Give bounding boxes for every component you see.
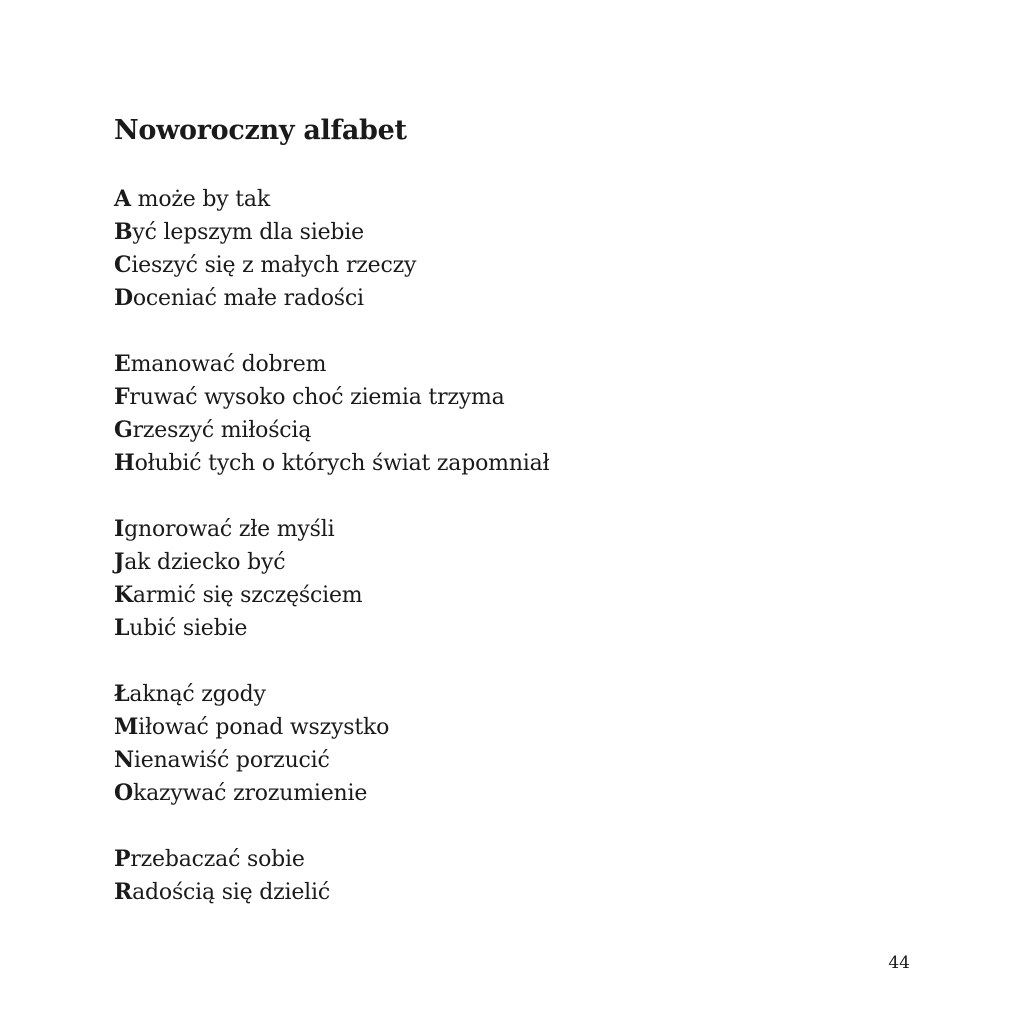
- poem-line: [114, 744, 549, 777]
- poem-line: [114, 348, 549, 381]
- stanza: [114, 678, 549, 810]
- poem-line: [114, 414, 549, 447]
- line-text: ołubić tych o których świat zapomniał: [134, 451, 550, 476]
- line-text: ienawiść porzucić: [133, 748, 330, 773]
- line-initial-letter: M: [114, 714, 139, 740]
- poem-line: [114, 678, 549, 711]
- line-initial-letter: P: [114, 846, 131, 872]
- line-initial-letter: R: [114, 879, 133, 905]
- line-text: oceniać małe radości: [132, 286, 364, 311]
- poem-line: [114, 843, 549, 876]
- line-text: rzeszyć miłością: [132, 418, 312, 443]
- line-text: ruwać wysoko choć ziemia trzyma: [129, 385, 505, 410]
- line-initial-letter: I: [114, 516, 125, 542]
- line-initial-letter: K: [114, 582, 133, 608]
- poem-line: [114, 777, 549, 810]
- line-initial-letter: Ł: [114, 681, 130, 707]
- line-initial-letter: L: [114, 615, 130, 641]
- stanza: [114, 843, 549, 909]
- poem-line: [114, 282, 549, 315]
- line-initial-letter: F: [114, 384, 130, 410]
- line-text: yć lepszym dla siebie: [132, 220, 364, 245]
- line-initial-letter: A: [114, 186, 131, 212]
- stanza: [114, 513, 549, 645]
- line-text: aknąć zgody: [129, 682, 266, 707]
- line-text: armić się szczęściem: [132, 583, 363, 608]
- stanza: [114, 348, 549, 480]
- line-text: ak dziecko być: [124, 550, 286, 575]
- poem-line: [114, 183, 549, 216]
- line-initial-letter: J: [114, 549, 125, 575]
- line-text: ubić siebie: [129, 616, 248, 641]
- poem-line: [114, 579, 549, 612]
- line-initial-letter: B: [114, 219, 133, 245]
- line-text: gnorować złe myśli: [124, 517, 335, 542]
- line-initial-letter: C: [114, 252, 132, 278]
- poem-line: [114, 546, 549, 579]
- line-text: manować dobrem: [130, 352, 327, 377]
- line-text: ieszyć się z małych rzeczy: [131, 253, 417, 278]
- poem-line: [114, 249, 549, 282]
- poem-line: [114, 381, 549, 414]
- line-text: może by tak: [130, 187, 270, 212]
- poem-line: [114, 513, 549, 546]
- line-initial-letter: D: [114, 285, 133, 311]
- line-initial-letter: E: [114, 351, 131, 377]
- line-initial-letter: N: [114, 747, 134, 773]
- poem-body: [114, 183, 549, 942]
- poem-line: [114, 216, 549, 249]
- poem-title: Noworoczny alfabet: [114, 115, 407, 146]
- line-initial-letter: G: [114, 417, 133, 443]
- poem-line: [114, 612, 549, 645]
- line-text: adością się dzielić: [132, 880, 330, 905]
- poem-line: [114, 711, 549, 744]
- line-initial-letter: H: [114, 450, 135, 476]
- page-number: 44: [888, 953, 910, 973]
- poem-line: [114, 447, 549, 480]
- stanza: [114, 183, 549, 315]
- line-text: kazywać zrozumienie: [132, 781, 368, 806]
- line-text: rzebaczać sobie: [130, 847, 305, 872]
- line-text: iłować ponad wszystko: [138, 715, 390, 740]
- line-initial-letter: O: [114, 780, 133, 806]
- poem-line: [114, 876, 549, 909]
